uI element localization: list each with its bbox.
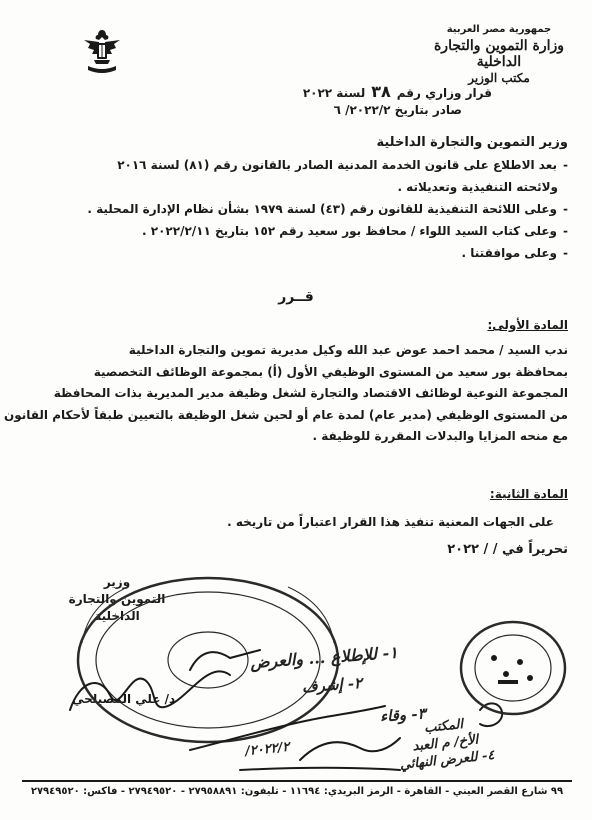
round-date-stamp	[458, 618, 568, 718]
preamble-item: -بعد الاطلاع على قانون الخدمة المدنية الصادر بالقانون رقم (٨١) لسنة ٢٠١٦	[117, 158, 568, 172]
preamble-item: ولائحته التنفيذية وتعديلاته .	[397, 180, 558, 194]
article1-line: ندب السيد / محمد احمد عوض عبد الله وكيل مديرية تموين والتجارة الداخلية	[128, 343, 568, 357]
article1-body	[4, 340, 568, 448]
preamble-item: -وعلى كتاب السيد اللواء / محافظ بور سعيد رقم ١٥٢ بتاريخ ٢٠٢٢/٢/١١ .	[142, 224, 568, 238]
decree-number-line	[303, 82, 492, 101]
ministry-header	[424, 22, 574, 86]
ministry-line-country: جمهورية مصر العربية	[446, 24, 552, 35]
article1-line: بمحافظة بور سعيد من المستوى الوظيفي الأول (أ) بمجموعة الوظائف التخصصية	[93, 364, 568, 379]
handwritten-note-3: ٣- وقاء	[379, 704, 427, 726]
article2-title: المادة الثانية:	[489, 487, 568, 501]
article1-line: المجموعة النوعية لوظائف الاقتصاد والتجارة لشغل وظيفة مدير المديرية بذات المحافظة	[53, 386, 568, 400]
handwritten-date: ٢٠٢٢/٢/	[244, 739, 291, 760]
ministry-line-office: مكتب الوزير	[468, 71, 530, 85]
article2-body: على الجهات المعنية تنفيذ هذا القرار اعتباراً من تاريخه .	[227, 515, 554, 529]
minister-name: د/ علي المصيلحي	[72, 692, 176, 706]
article1-line: من المستوى الوظيفي (مدير عام) لمدة عام أو لحين شغل الوظيفة بالتعيين طبقاً لأحكام القانون	[4, 407, 568, 422]
handwritten-note-4: المكتب الأخ/ م العبد ٤- للعرض النهائي	[399, 717, 496, 773]
decided-heading: قــرر	[278, 289, 314, 305]
decree-number: ٣٨	[371, 82, 391, 101]
edited-date: تحريراً في / / ٢٠٢٢	[447, 542, 568, 557]
ministry-line-name: وزارة التموين والتجارة الداخلية	[433, 38, 565, 70]
footer-address: ٩٩ شارع القصر العيني - القاهرة - الرمز البريدي: ١١٦٩٤ - تليفون: ٢٧٩٥٨٨٩١ - ٢٧٩٤٩٥٢٠ - فاكس: ٢٧٩٤٩٥٢٠	[30, 786, 564, 797]
decree-year: لسنة ٢٠٢٢	[302, 86, 366, 100]
footer-divider	[22, 780, 572, 782]
decree-label: قرار وزاري رقم	[396, 86, 492, 100]
preamble-title: وزير التموين والتجارة الداخلية	[376, 135, 568, 150]
signature-title: وزير	[103, 575, 131, 589]
signature-ministry: التموين والتجارة الداخلية	[68, 592, 166, 623]
handwritten-note-2: ٢- إشرف	[301, 673, 363, 697]
preamble-item: -وعلى اللائحة التنفيذية للقانون رقم (٤٣) لسنة ١٩٧٩ بشأن نظام الإدارة المحلية .	[87, 202, 568, 216]
preamble-item: -وعلى موافقتنا .	[461, 246, 568, 260]
article1-line: مع منحه المزايا والبدلات المقررة للوظيفة .	[312, 429, 568, 443]
decree-date: صادر بتاريخ ٢٠٢٢/٢/ ٦	[333, 103, 462, 117]
preamble-list	[13, 154, 568, 264]
egypt-eagle-emblem	[80, 26, 124, 78]
handwritten-note-1: ١- للإطلاع ... والعرض	[249, 642, 399, 673]
article1-title: المادة الأولى:	[487, 318, 568, 332]
